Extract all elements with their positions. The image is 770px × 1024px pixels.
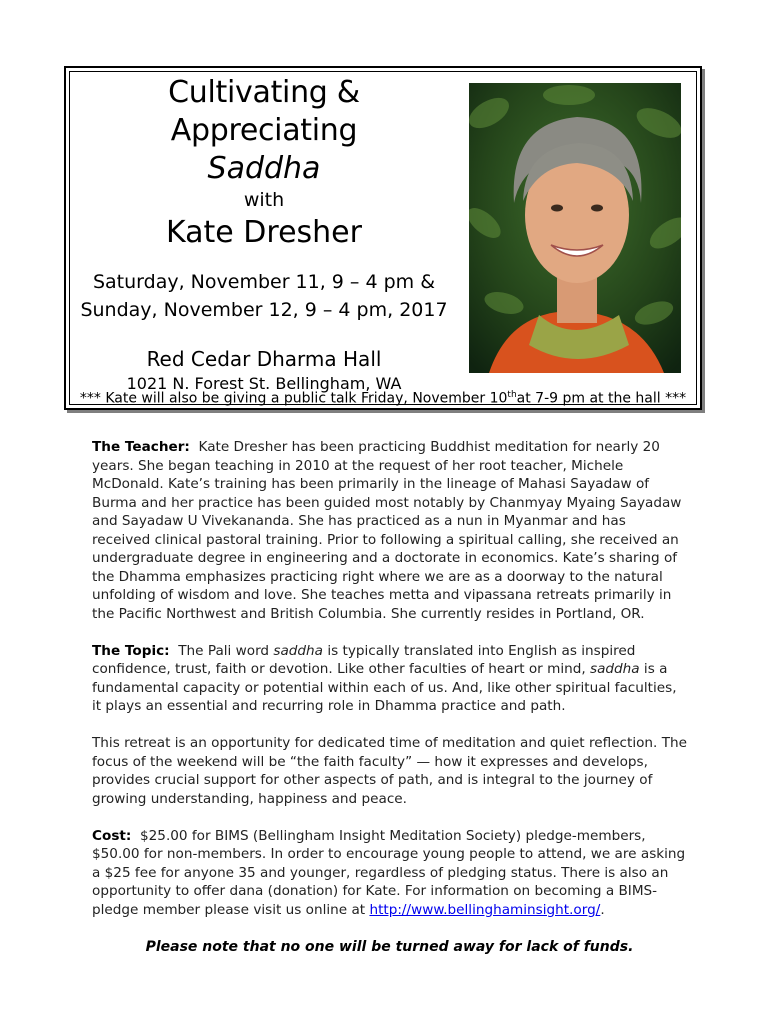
header-text — [74, 74, 454, 396]
topic-term-1: saddha — [273, 642, 324, 659]
bims-website-link[interactable]: http://www.bellinghaminsight.org/ — [369, 901, 601, 918]
event-title: Cultivating & Appreciating — [168, 75, 360, 148]
teacher-paragraph — [92, 438, 687, 623]
topic-text-1: The Pali word — [178, 642, 274, 659]
topic-text-2: is typically translated into English as inspired confidence, trust, faith or devotion. Like other faculties of heart or mind, — [92, 642, 636, 677]
funds-note: Please note that no one will be turned away for lack of funds. — [145, 938, 634, 955]
cost-label: Cost: — [92, 827, 132, 844]
header-box — [64, 66, 702, 410]
retreat-paragraph: This retreat is an opportunity for dedicated time of meditation and quiet reflection. The focus of the weekend will be “the faith faculty” — how it expresses and develops, provides crucial support for other aspects of path, and is integral to the journey of growing understanding, happiness and peace. — [92, 735, 687, 807]
topic-label: The Topic: — [92, 642, 170, 659]
venue-name: Red Cedar Dharma Hall — [146, 347, 382, 371]
topic-paragraph — [92, 642, 687, 716]
public-talk-text: *** Kate will also be giving a public talk Friday, November 10 — [79, 390, 508, 407]
public-talk-time: at 7-9 pm at the hall *** — [516, 390, 687, 407]
topic-text-3: is a fundamental capacity or potential within each of us. And, like other spiritual faculties, it plays an essential and recurring role in Dhamma practice and path. — [92, 661, 677, 714]
teacher-text: Kate Dresher has been practicing Buddhist meditation for nearly 20 years. She began teaching in 2010 at the request of her root teacher, Michele McDonald. Kate’s training has been primarily in the lineage of Mahasi Sayadaw of Burma and her practice has been guided most notably by Chanmyay Myaing Sayadaw and Sayadaw U Vivekananda. She has practiced as a nun in Myanmar and has received clinical pastoral training. Prior to following a spiritual calling, she received an undergraduate degree in engineering and a doctorate in economics. Kate’s sharing of the Dhamma emphasizes practicing right where we are as a doorway to the natural unfolding of wisdom and love. She teaches metta and vipassana retreats primarily in the Pacific Northwest and British Columbia. She currently resides in Portland, OR. — [92, 439, 682, 622]
public-talk-superscript: th — [507, 390, 517, 400]
public-talk-note — [66, 386, 700, 408]
speaker-photo — [469, 83, 681, 373]
date-line-1: Saturday, November 11, 9 – 4 pm & — [92, 271, 436, 293]
event-subtitle: Saddha — [207, 151, 321, 186]
speaker-portrait-image — [469, 83, 681, 373]
teacher-label: The Teacher: — [92, 439, 190, 455]
speaker-name: Kate Dresher — [166, 215, 362, 250]
date-line-2: Sunday, November 12, 9 – 4 pm, 2017 — [80, 299, 448, 321]
topic-term-2: saddha — [589, 661, 640, 677]
cost-paragraph — [92, 827, 687, 920]
with-text: with — [243, 189, 285, 211]
cost-end: . — [600, 901, 605, 918]
cost-text: $25.00 for BIMS (Bellingham Insight Meditation Society) pledge-members, $50.00 for non-members. In order to encourage young people to attend, we are asking a $25 fee for anyone 35 and younger, regardless of pledging status. There is also an opportunity to offer dana (donation) for Kate. For information on becoming a BIMS-pledge member please visit us online at — [92, 827, 686, 918]
venue-address: 1021 N. Forest St. Bellingham, WA — [126, 374, 402, 393]
body-content — [92, 438, 687, 975]
